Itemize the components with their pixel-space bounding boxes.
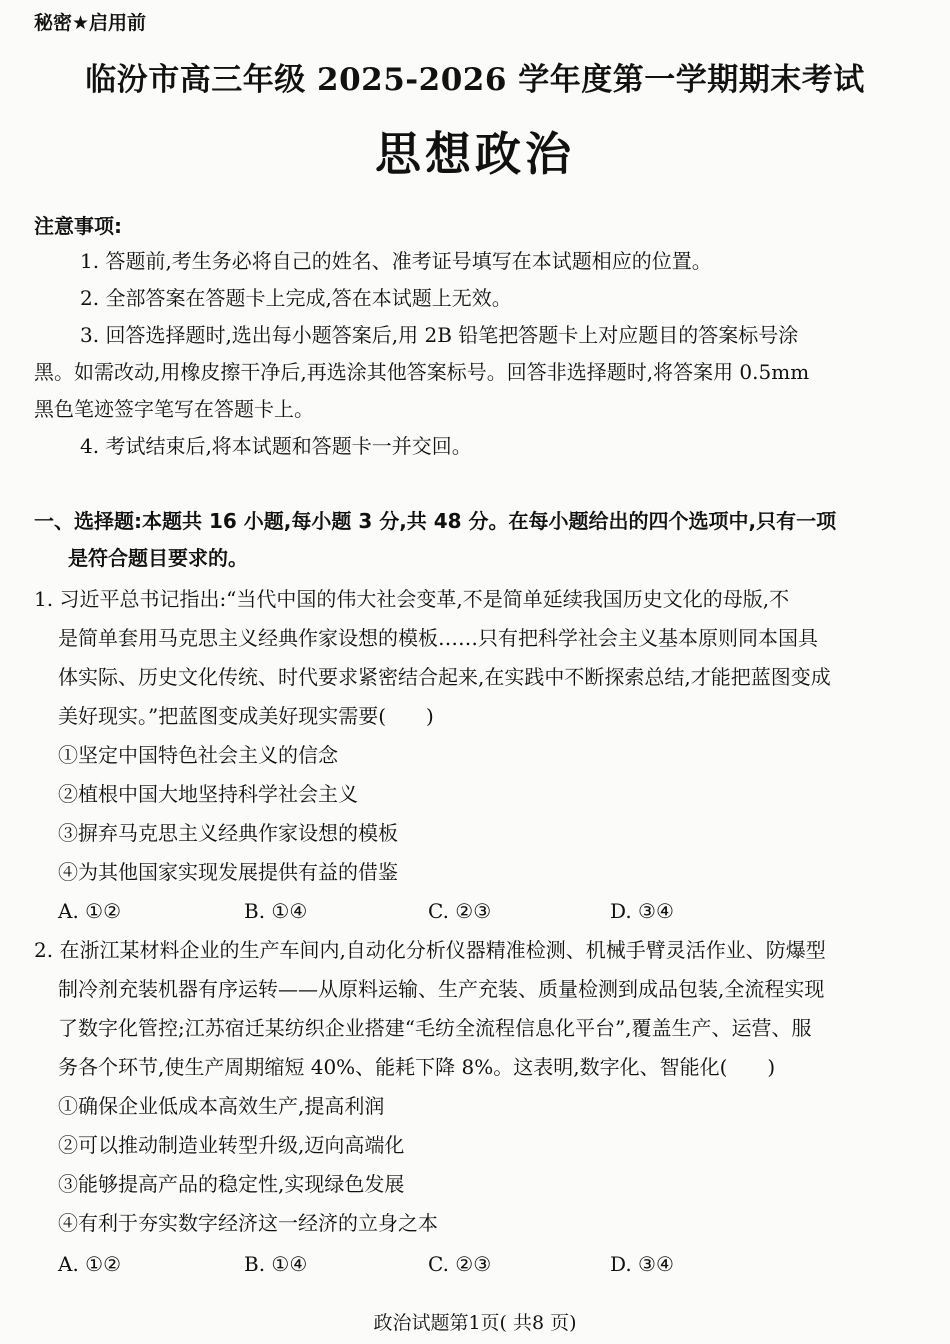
- confidential-label: 秘密★启用前: [34, 12, 147, 34]
- option-a: A. ①②: [58, 899, 122, 923]
- option-a: A. ①②: [58, 1252, 122, 1276]
- question-2-stem: 了数字化管控;江苏宿迁某纺织企业搭建“毛纺全流程信息化平台”,覆盖生产、运营、服: [58, 1016, 812, 1040]
- question-1-stem: 体实际、历史文化传统、时代要求紧密结合起来,在实践中不断探索总结,才能把蓝图变成: [58, 665, 831, 689]
- question-1-options: [58, 898, 918, 924]
- question-2-item: ②可以推动制造业转型升级,迈向高端化: [58, 1133, 405, 1157]
- question-1-item: ①坚定中国特色社会主义的信念: [58, 743, 338, 767]
- question-2-item: ③能够提高产品的稳定性,实现绿色发展: [58, 1172, 405, 1196]
- notice-item: 1. 答题前,考生务必将自己的姓名、准考证号填写在本试题相应的位置。: [80, 249, 712, 273]
- question-1-stem: 1. 习近平总书记指出:“当代中国的伟大社会变革,不是简单延续我国历史文化的母版,不: [34, 587, 790, 611]
- question-1-stem: 是简单套用马克思主义经典作家设想的模板……只有把科学社会主义基本原则同本国具: [58, 626, 818, 650]
- option-b: B. ①④: [244, 899, 308, 923]
- subject-title: 思想政治: [375, 127, 575, 181]
- option-d: D. ③④: [610, 1252, 674, 1276]
- question-2-stem: 务各个环节,使生产周期缩短 40%、能耗下降 8%。这表明,数字化、智能化( ): [58, 1055, 776, 1079]
- notice-item: 3. 回答选择题时,选出每小题答案后,用 2B 铅笔把答题卡上对应题目的答案标号涂: [80, 323, 799, 347]
- notice-item-continued: 黑色笔迹签字笔写在答题卡上。: [34, 397, 314, 421]
- question-1-item: ②植根中国大地坚持科学社会主义: [58, 782, 358, 806]
- question-1-item: ④为其他国家实现发展提供有益的借鉴: [58, 860, 398, 884]
- option-b: B. ①④: [244, 1252, 308, 1276]
- question-2-stem: 2. 在浙江某材料企业的生产车间内,自动化分析仪器精准检测、机械手臂灵活作业、防爆型: [34, 938, 826, 962]
- question-2-stem: 制冷剂充装机器有序运转——从原料运输、生产充装、质量检测到成品包装,全流程实现: [58, 977, 825, 1001]
- notice-heading: 注意事项:: [34, 214, 122, 238]
- option-c: C. ②③: [428, 1252, 492, 1276]
- question-1-stem: 美好现实。”把蓝图变成美好现实需要( ): [58, 704, 434, 728]
- notice-item-continued: 黑。如需改动,用橡皮擦干净后,再选涂其他答案标号。回答非选择题时,将答案用 0.5mm: [34, 360, 810, 384]
- question-2-item: ④有利于夯实数字经济这一经济的立身之本: [58, 1211, 438, 1235]
- option-c: C. ②③: [428, 899, 492, 923]
- notice-item: 2. 全部答案在答题卡上完成,答在本试题上无效。: [80, 286, 512, 310]
- section-heading: 一、选择题:本题共 16 小题,每小题 3 分,共 48 分。在每小题给出的四个选项中,只有一项: [34, 509, 837, 533]
- option-d: D. ③④: [610, 899, 674, 923]
- page-footer: 政治试题第1页( 共8 页): [373, 1312, 577, 1334]
- question-1-item: ③摒弃马克思主义经典作家设想的模板: [58, 821, 398, 845]
- notice-item: 4. 考试结束后,将本试题和答题卡一并交回。: [80, 434, 472, 458]
- section-heading-continued: 是符合题目要求的。: [68, 546, 248, 570]
- question-2-options: [58, 1251, 918, 1277]
- exam-title: 临汾市高三年级 2025-2026 学年度第一学期期末考试: [85, 62, 865, 98]
- question-2-item: ①确保企业低成本高效生产,提高利润: [58, 1094, 385, 1118]
